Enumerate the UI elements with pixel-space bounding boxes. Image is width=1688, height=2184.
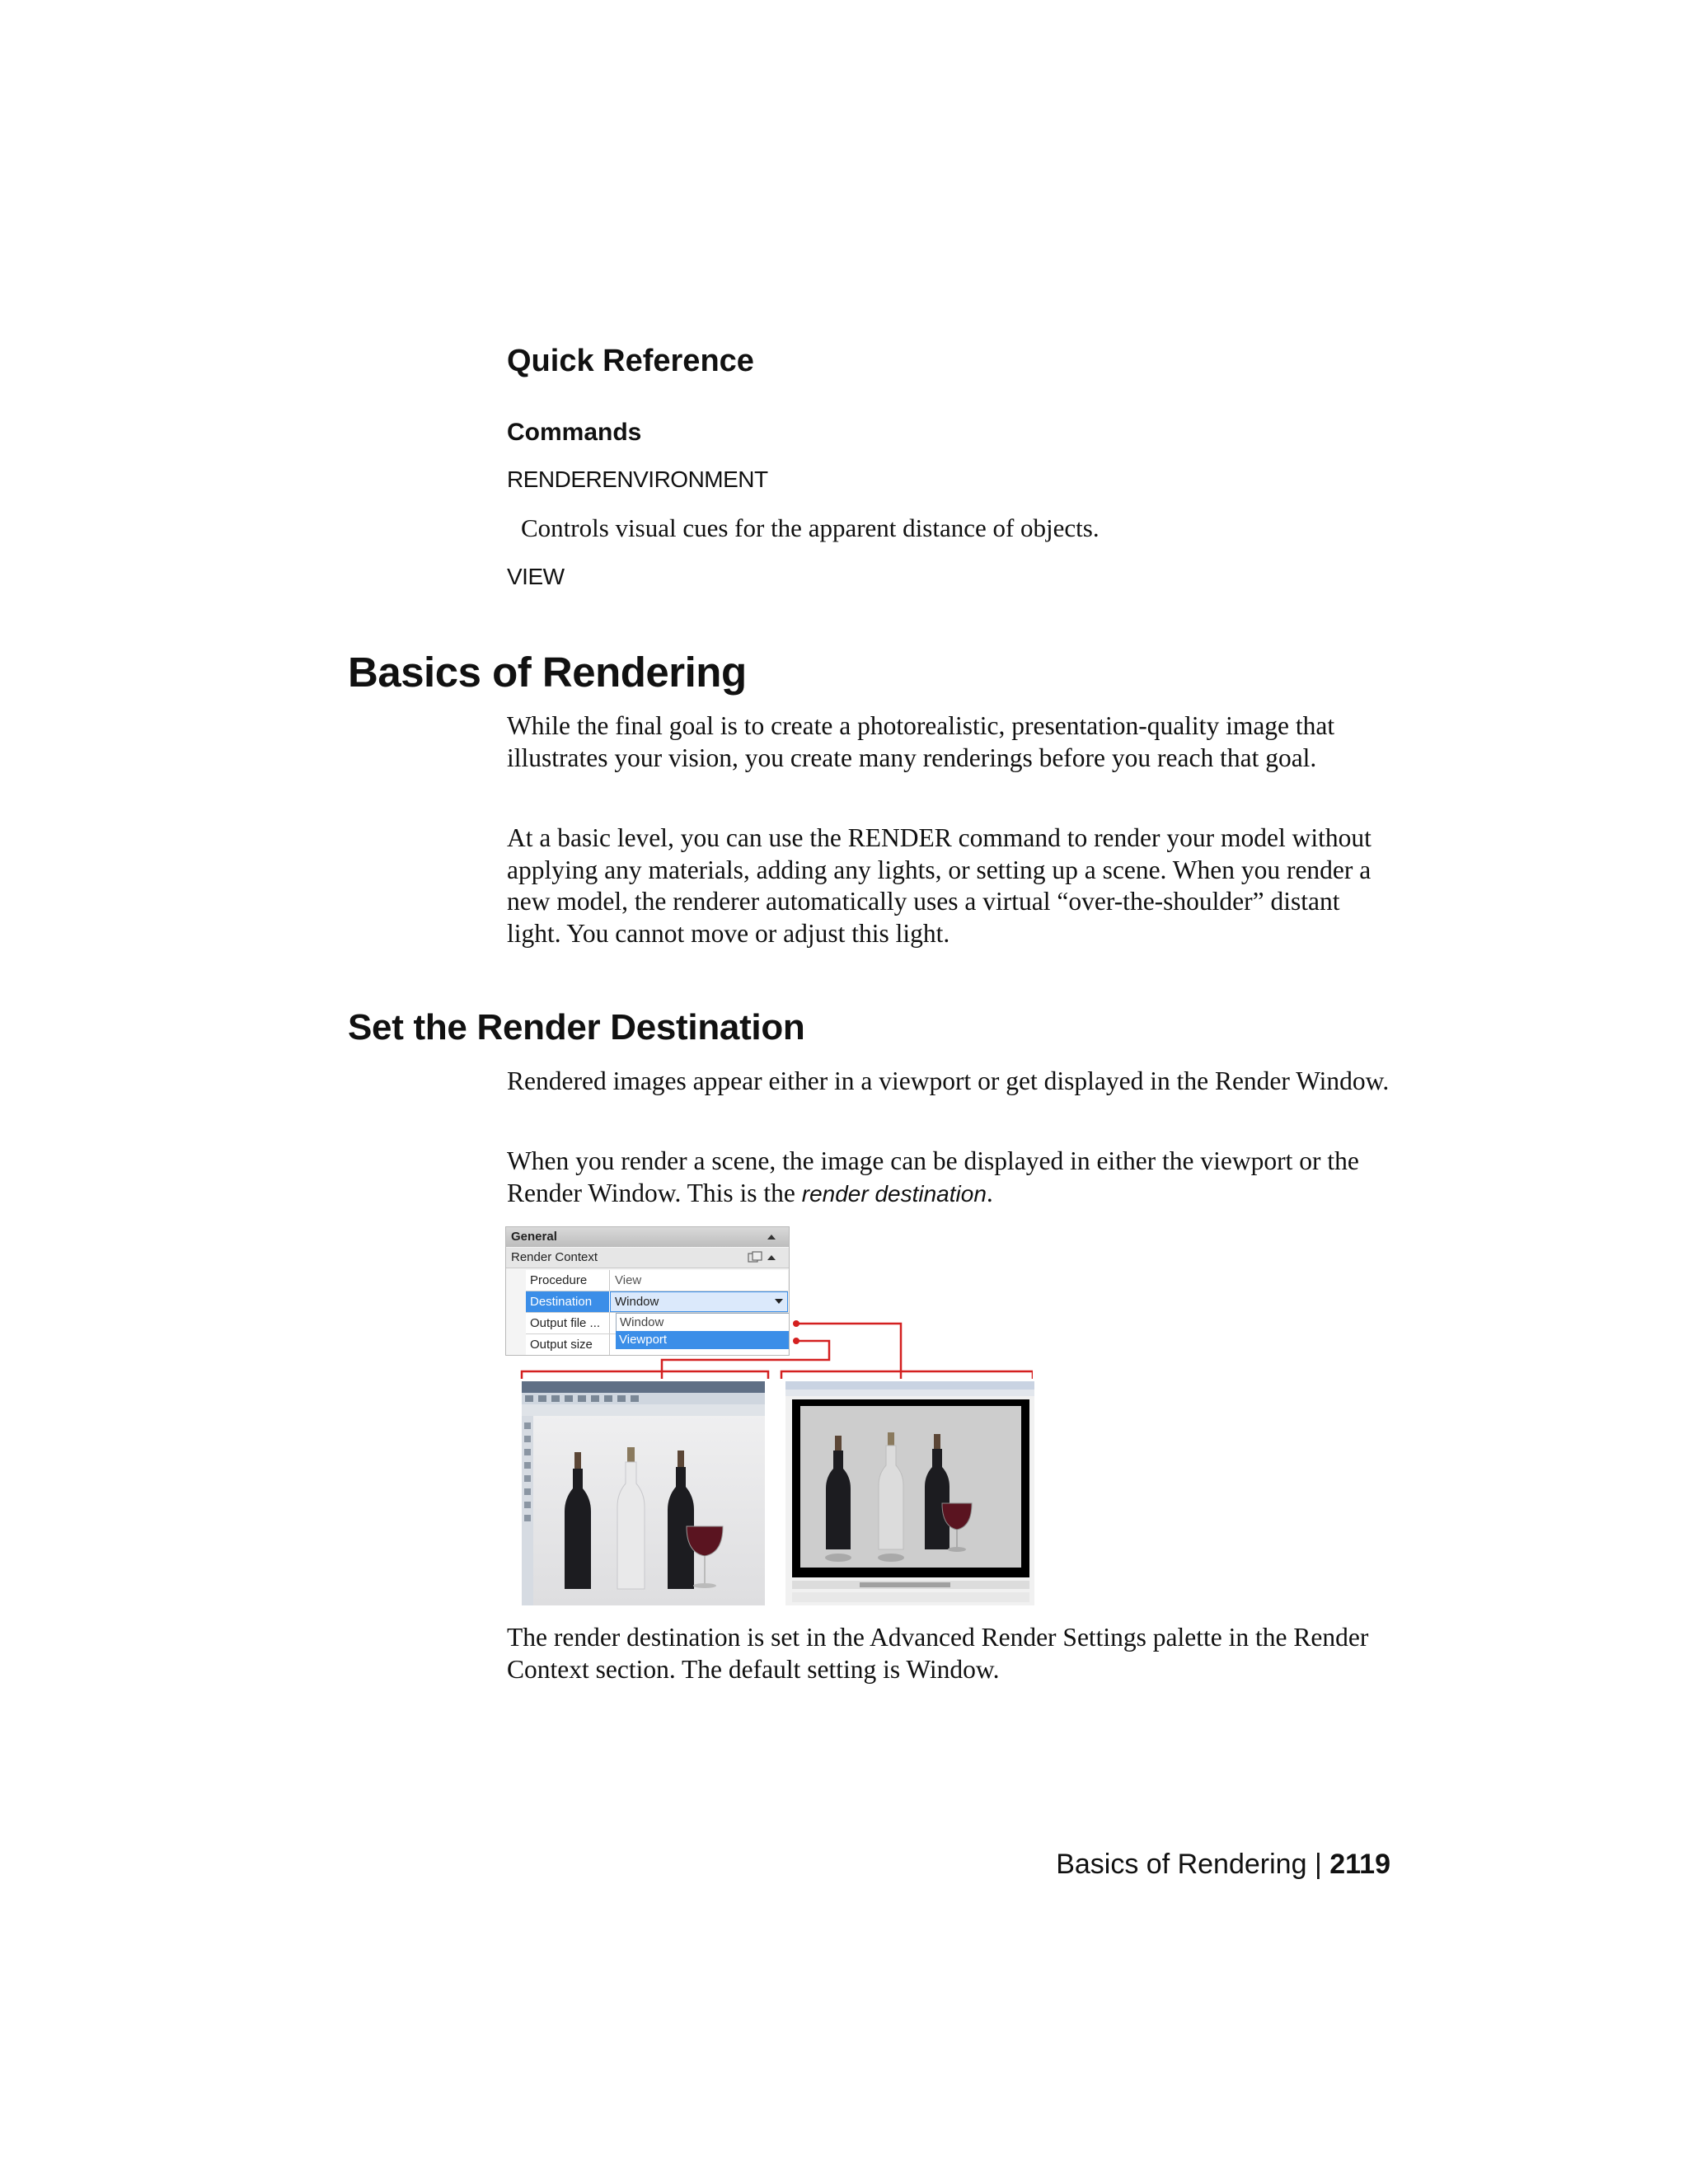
viewport-rendering-image [522, 1381, 765, 1605]
render-destination-term: render destination [801, 1180, 987, 1207]
property-value: View [615, 1273, 642, 1287]
command-renderenvironment: RENDERENVIRONMENT [507, 466, 768, 492]
paragraph-basics-1: While the final goal is to create a photorealistic, presentation-quality image that illustrates your vision, you create many renderings before you reach that goal. [507, 711, 1335, 772]
property-label: Procedure [530, 1273, 588, 1287]
quick-reference-heading: Quick Reference [507, 344, 754, 378]
paragraph-destination-1: Rendered images appear either in a viewport or get displayed in the Render Window. [507, 1066, 1390, 1095]
footer-section-title: Basics of Rendering [1056, 1849, 1307, 1880]
callout-lines [505, 1226, 1033, 1391]
viewport-rendering-screenshot [522, 1381, 765, 1605]
paragraph-destination-2 [507, 1146, 1397, 1210]
paragraph-destination-2-end: . [986, 1178, 993, 1207]
footer-separator: | [1314, 1849, 1322, 1880]
render-destination-figure [505, 1226, 1033, 1605]
paragraph-basics-2: At a basic level, you can use the RENDER command to render your model without applying any materials, adding any lights, or setting up a scene. When you render a new model, the renderer automatically uses a virtual “over-the-shoulder” distant light. You cannot move or adjust this light. [507, 823, 1372, 948]
dropdown-option-label: Viewport [619, 1333, 668, 1347]
paragraph-destination-2-text: When you render a scene, the image can be displayed in either the viewport or the Render Window. This is the [507, 1146, 1359, 1207]
paragraph-destination-3: The render destination is set in the Advanced Render Settings palette in the Render Context section. The default setting is Window. [507, 1623, 1369, 1684]
destination-select[interactable]: Window [615, 1295, 659, 1309]
section-title-destination: Set the Render Destination [348, 1007, 805, 1047]
commands-heading: Commands [507, 419, 642, 446]
section-title-basics: Basics of Rendering [348, 649, 747, 696]
palette-general-label: General [511, 1230, 557, 1244]
dropdown-option-label: Window [620, 1315, 664, 1329]
property-label: Destination [530, 1295, 593, 1309]
render-window-image [785, 1381, 1034, 1605]
page-footer [1056, 1849, 1390, 1881]
palette-render-context-label: Render Context [511, 1250, 598, 1264]
property-label: Output size [530, 1338, 593, 1352]
page-number: 2119 [1329, 1849, 1390, 1880]
command-renderenvironment-description: Controls visual cues for the apparent distance of objects. [521, 513, 1100, 542]
property-label: Output file ... [530, 1316, 601, 1330]
command-view: VIEW [507, 564, 565, 589]
render-window-screenshot [785, 1381, 1034, 1605]
